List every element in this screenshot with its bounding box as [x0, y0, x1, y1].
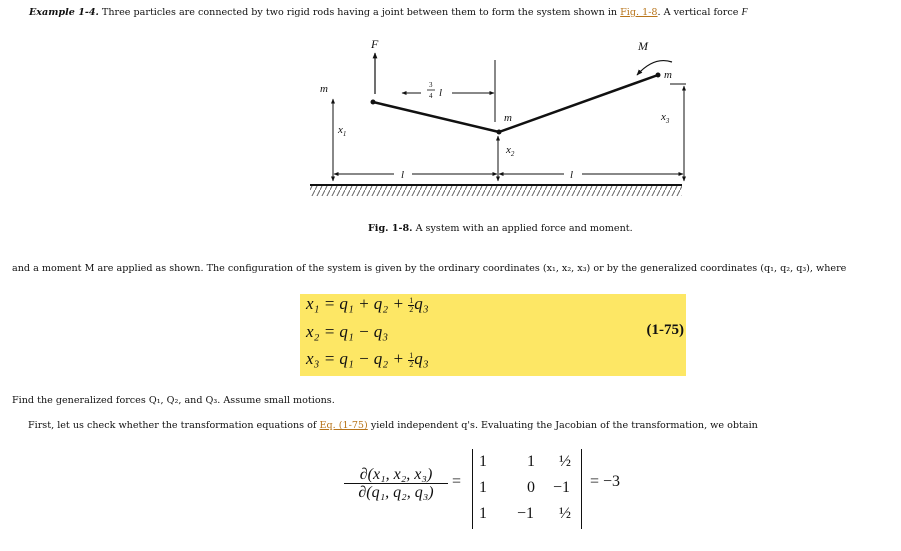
figure-1-8: [305, 30, 695, 215]
equation-block: [300, 294, 686, 376]
intro-text-end: . A vertical force: [657, 7, 742, 18]
caption-text: A system with an applied force and moment.: [412, 223, 633, 234]
mass-mid-label: m: [504, 112, 512, 124]
mass-left: [371, 100, 376, 105]
intro-paragraph: Example 1-4. Three particles are connected by two rigid rods having a joint between them to form the system shown in Fig. 1-8. A vertical force F: [29, 7, 748, 18]
jacobian-equals: =: [452, 473, 462, 490]
dim-top-label: l: [439, 87, 443, 99]
equation-line-1: x₁ = q₁ + q₂ + $\frac{1}{2}$ q₃: [306, 294, 429, 314]
dim-top-num: 3: [429, 81, 433, 89]
determinant-matrix: 1 1 ½ 1 0 −1 1 −1 ½: [472, 449, 582, 529]
jacobian-denominator: ∂(q₁, q₂, q₃): [358, 484, 434, 501]
paragraph-3: Find the generalized forces Q₁, Q₂, and Q₃. Assume small motions.: [12, 395, 335, 406]
eq-1-75-link[interactable]: Eq. (1-75): [319, 420, 368, 431]
paragraph-4: First, let us check whether the transformation equations of Eq. (1-75) yield independent q's. Evaluating the Jacobian of the transformation, we obtain: [28, 420, 758, 431]
mass-right: [656, 73, 661, 78]
jacobian-numerator: ∂(x₁, x₂, x₃): [344, 466, 448, 484]
caption-label: Fig. 1-8.: [368, 223, 413, 234]
rod-right: [499, 75, 658, 132]
mass-right-label: m: [664, 69, 672, 81]
example-label: Example 1-4.: [29, 7, 99, 18]
coord-x1-label: $x_1$: [338, 124, 347, 138]
mass-left-label: m: [320, 83, 328, 95]
jacobian-result: = −3: [590, 473, 621, 490]
paragraph-2: and a moment M are applied as shown. The configuration of the system is given by the ordinary coordinates (x₁, x₂, x₃) or by the generalized coordinates (q₁, q₂, q₃), where: [12, 263, 847, 274]
ground-hatching: [310, 185, 682, 196]
equation-line-3: x₃ = q₁ − q₂ + $\frac{1}{2}$ q₃: [306, 349, 429, 369]
fig-1-8-link[interactable]: Fig. 1-8: [620, 7, 658, 18]
equation-number: (1-75): [646, 322, 684, 338]
dim-top-den: 4: [429, 92, 433, 100]
dim-bottom-left-label: l: [401, 169, 405, 181]
coord-x3-label: $x_3$: [661, 111, 670, 125]
coord-x2-label: $x_2$: [506, 144, 515, 158]
force-label: F: [371, 37, 379, 51]
moment-label: M: [638, 39, 648, 53]
jacobian-fraction: [344, 466, 448, 501]
intro-text: Three particles are connected by two rigid rods having a joint between them to form the system shown in: [98, 7, 621, 18]
figure-caption: [368, 223, 633, 234]
mass-mid: [497, 130, 502, 135]
dim-bottom-right-label: l: [570, 169, 574, 181]
rod-left: [373, 102, 499, 132]
equation-line-2: x₂ = q₁ − q₃: [306, 322, 389, 341]
